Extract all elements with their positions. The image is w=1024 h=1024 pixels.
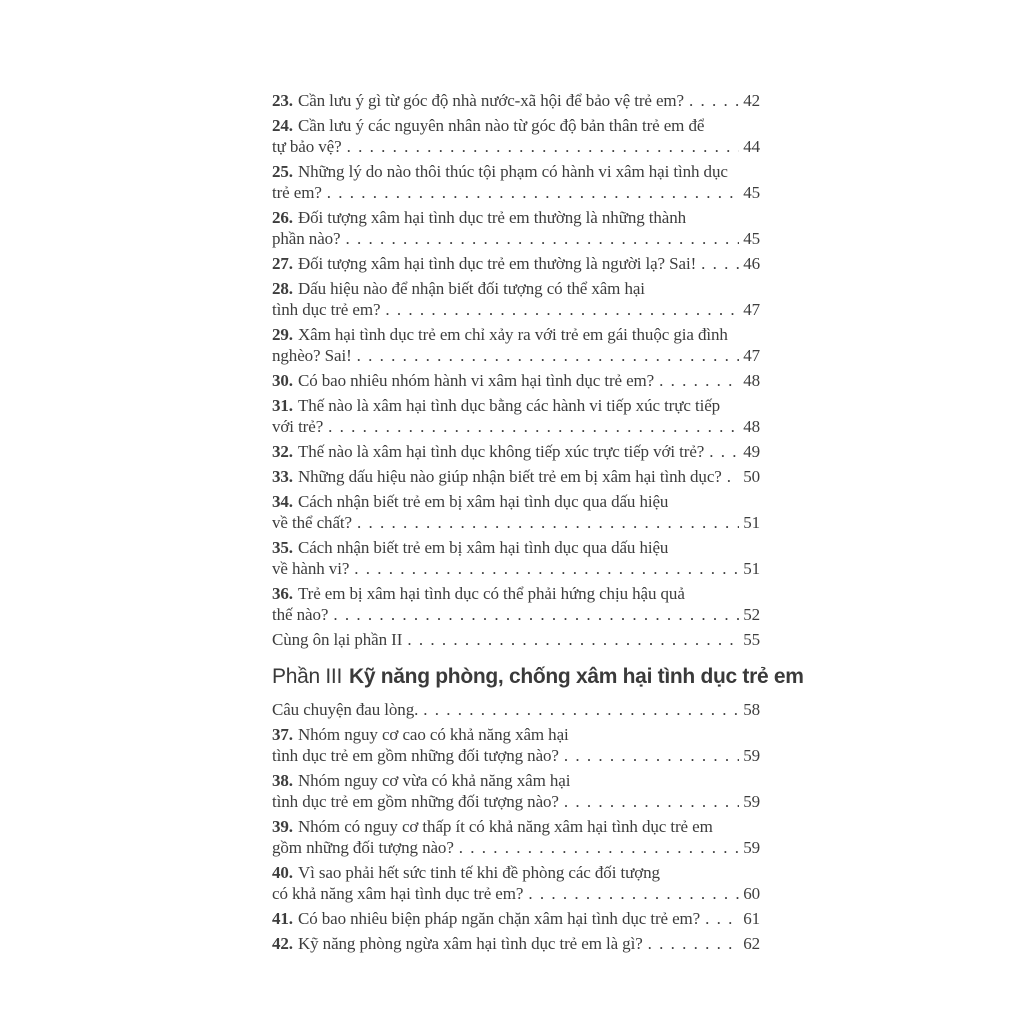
entry-page-number: 52 <box>743 605 760 624</box>
toc-entry-line <box>272 466 760 487</box>
entry-text: Xâm hại tình dục trẻ em chỉ xảy ra với trẻ em gái thuộc gia đình <box>297 325 728 344</box>
entry-text: Cần lưu ý các nguyên nhân nào từ góc độ bản thân trẻ em để <box>297 116 705 135</box>
toc-entry <box>272 491 760 533</box>
toc-entry <box>272 207 760 249</box>
entry-number: 25. <box>272 162 293 181</box>
entry-text-continued: tình dục trẻ em gồm những đối tượng nào? <box>272 746 559 765</box>
entry-text: Cần lưu ý gì từ góc độ nhà nước-xã hội để bảo vệ trẻ em? <box>297 91 684 110</box>
entry-number: 41. <box>272 909 293 928</box>
entry-text: Kỹ năng phòng ngừa xâm hại tình dục trẻ em là gì? <box>297 934 643 953</box>
entry-text-continued: thế nào? <box>272 605 329 624</box>
entry-text-continued: có khả năng xâm hại tình dục trẻ em? <box>272 884 524 903</box>
toc-entry-line <box>272 629 760 650</box>
entry-text: Cách nhận biết trẻ em bị xâm hại tình dục qua dấu hiệu <box>297 538 669 557</box>
dot-leader <box>459 837 739 858</box>
toc-entry <box>272 278 760 320</box>
entry-page-number: 61 <box>743 909 760 928</box>
entry-text: Cùng ôn lại phần II <box>272 630 403 649</box>
entry-page-number: 45 <box>743 183 760 202</box>
toc-entry-line <box>272 299 760 320</box>
toc-entry-line <box>272 228 760 249</box>
toc-entry-line <box>272 745 760 766</box>
dot-leader <box>659 370 739 391</box>
entry-page-number: 59 <box>743 792 760 811</box>
toc-entry-line <box>272 908 760 929</box>
entry-page-number: 51 <box>743 559 760 578</box>
entry-number: 33. <box>272 467 293 486</box>
entry-text: Cách nhận biết trẻ em bị xâm hại tình dục qua dấu hiệu <box>297 492 669 511</box>
toc-entry-line <box>272 345 760 366</box>
toc-entry-line <box>272 161 760 182</box>
dot-leader <box>327 182 739 203</box>
toc-entry <box>272 115 760 157</box>
entry-text: Trẻ em bị xâm hại tình dục có thể phải hứng chịu hậu quả <box>297 584 685 603</box>
toc-entry <box>272 395 760 437</box>
entry-page-number: 59 <box>743 838 760 857</box>
toc-entry <box>272 324 760 366</box>
entry-text-continued: nghèo? Sai! <box>272 346 352 365</box>
entry-page-number: 55 <box>743 630 760 649</box>
toc-entry-line <box>272 395 760 416</box>
toc-entry-line <box>272 933 760 954</box>
dot-leader <box>528 883 739 904</box>
entry-number: 42. <box>272 934 293 953</box>
entry-text: Nhóm có nguy cơ thấp ít có khả năng xâm hại tình dục trẻ em <box>297 817 713 836</box>
entry-text-continued: tình dục trẻ em gồm những đối tượng nào? <box>272 792 559 811</box>
entry-page-number: 47 <box>743 346 760 365</box>
toc-entry <box>272 583 760 625</box>
toc-entry <box>272 770 760 812</box>
dot-leader <box>357 512 739 533</box>
entry-text-continued: về hành vi? <box>272 559 350 578</box>
entry-text: Những lý do nào thôi thúc tội phạm có hành vi xâm hại tình dục <box>297 162 728 181</box>
entry-text: Thế nào là xâm hại tình dục không tiếp xúc trực tiếp với trẻ? <box>297 442 705 461</box>
dot-leader <box>701 253 739 274</box>
toc-entry-line <box>272 558 760 579</box>
entry-text: Những dấu hiệu nào giúp nhận biết trẻ em bị xâm hại tình dục? <box>297 467 722 486</box>
toc-entry-line <box>272 837 760 858</box>
entry-page-number: 47 <box>743 300 760 319</box>
entry-text: Đối tượng xâm hại tình dục trẻ em thường là những thành <box>297 208 687 227</box>
entry-number: 38. <box>272 771 293 790</box>
entry-number: 37. <box>272 725 293 744</box>
entry-text: Nhóm nguy cơ vừa có khả năng xâm hại <box>297 771 571 790</box>
entry-number: 39. <box>272 817 293 836</box>
entry-page-number: 49 <box>743 442 760 461</box>
section-heading-title: Kỹ năng phòng, chống xâm hại tình dục trẻ em <box>348 665 804 688</box>
toc-entry-line <box>272 253 760 274</box>
entry-number: 29. <box>272 325 293 344</box>
toc-entry <box>272 816 760 858</box>
entry-number: 36. <box>272 584 293 603</box>
entry-number: 35. <box>272 538 293 557</box>
dot-leader <box>705 908 739 929</box>
dot-leader <box>328 416 739 437</box>
toc-entry <box>272 370 760 391</box>
toc-entry <box>272 90 760 111</box>
dot-leader <box>346 228 740 249</box>
dot-leader <box>354 558 739 579</box>
entry-page-number: 59 <box>743 746 760 765</box>
toc-entry-line <box>272 416 760 437</box>
toc-entry-line <box>272 441 760 462</box>
toc-entry <box>272 862 760 904</box>
entry-page-number: 50 <box>743 467 760 486</box>
dot-leader <box>385 299 739 320</box>
dot-leader <box>407 629 739 650</box>
entry-number: 28. <box>272 279 293 298</box>
entry-page-number: 42 <box>743 91 760 110</box>
toc-entry <box>272 537 760 579</box>
entry-text: Vì sao phải hết sức tinh tế khi đề phòng các đối tượng <box>297 863 660 882</box>
toc-entry-line <box>272 278 760 299</box>
entry-text: Dấu hiệu nào để nhận biết đối tượng có thể xâm hại <box>297 279 645 298</box>
dot-leader <box>564 745 739 766</box>
toc-entry-line <box>272 699 760 720</box>
entry-text: Đối tượng xâm hại tình dục trẻ em thường là người lạ? Sai! <box>297 254 697 273</box>
entry-text: Câu chuyện đau lòng. <box>272 700 419 719</box>
entry-page-number: 60 <box>743 884 760 903</box>
entry-text-continued: với trẻ? <box>272 417 324 436</box>
toc-entry-line <box>272 816 760 837</box>
toc-entry <box>272 724 760 766</box>
dot-leader <box>347 136 740 157</box>
entry-text-continued: tự bảo vệ? <box>272 137 342 156</box>
toc-entry-line <box>272 770 760 791</box>
entry-number: 32. <box>272 442 293 461</box>
entry-page-number: 48 <box>743 371 760 390</box>
dot-leader <box>727 466 739 487</box>
entry-page-number: 62 <box>743 934 760 953</box>
entry-text-continued: về thể chất? <box>272 513 352 532</box>
dot-leader <box>423 699 739 720</box>
entry-number: 23. <box>272 91 293 110</box>
entry-page-number: 58 <box>743 700 760 719</box>
dot-leader <box>564 791 739 812</box>
entry-number: 26. <box>272 208 293 227</box>
entry-page-number: 44 <box>743 137 760 156</box>
toc-entry-line <box>272 207 760 228</box>
entry-text-continued: trẻ em? <box>272 183 322 202</box>
entry-text-continued: phần nào? <box>272 229 341 248</box>
toc-entry <box>272 699 760 720</box>
section-heading-prefix: Phần III <box>272 665 342 688</box>
toc-entry-line <box>272 90 760 111</box>
table-of-contents <box>272 90 804 958</box>
toc-entry-line <box>272 724 760 745</box>
entry-number: 31. <box>272 396 293 415</box>
entry-text-continued: tình dục trẻ em? <box>272 300 381 319</box>
toc-entry-line <box>272 883 760 904</box>
toc-entry-line <box>272 182 760 203</box>
dot-leader <box>333 604 739 625</box>
entry-page-number: 51 <box>743 513 760 532</box>
toc-entry <box>272 908 760 929</box>
entry-text-continued: gồm những đối tượng nào? <box>272 838 454 857</box>
entry-text: Nhóm nguy cơ cao có khả năng xâm hại <box>297 725 569 744</box>
toc-entry-line <box>272 583 760 604</box>
entry-text: Có bao nhiêu biện pháp ngăn chặn xâm hại tình dục trẻ em? <box>297 909 701 928</box>
entry-number: 27. <box>272 254 293 273</box>
section-heading <box>272 664 804 690</box>
toc-entry-line <box>272 136 760 157</box>
toc-entry-line <box>272 862 760 883</box>
toc-entry-line <box>272 324 760 345</box>
entry-number: 34. <box>272 492 293 511</box>
toc-entry <box>272 629 760 650</box>
dot-leader <box>709 441 739 462</box>
toc-entry <box>272 466 760 487</box>
dot-leader <box>689 90 739 111</box>
entry-page-number: 48 <box>743 417 760 436</box>
entry-text: Thế nào là xâm hại tình dục bằng các hành vi tiếp xúc trực tiếp <box>297 396 721 415</box>
toc-entry <box>272 253 760 274</box>
toc-entry-line <box>272 115 760 136</box>
entry-text: Có bao nhiêu nhóm hành vi xâm hại tình dục trẻ em? <box>297 371 655 390</box>
toc-entry-line <box>272 512 760 533</box>
entry-page-number: 45 <box>743 229 760 248</box>
entry-number: 30. <box>272 371 293 390</box>
toc-entry-line <box>272 604 760 625</box>
toc-entry <box>272 933 760 954</box>
entry-number: 40. <box>272 863 293 882</box>
toc-entry-line <box>272 491 760 512</box>
toc-entry-line <box>272 791 760 812</box>
entry-number: 24. <box>272 116 293 135</box>
dot-leader <box>648 933 740 954</box>
toc-entry <box>272 441 760 462</box>
toc-entry <box>272 161 760 203</box>
entry-page-number: 46 <box>743 254 760 273</box>
dot-leader <box>357 345 740 366</box>
toc-entry-line <box>272 370 760 391</box>
toc-entry-line <box>272 537 760 558</box>
